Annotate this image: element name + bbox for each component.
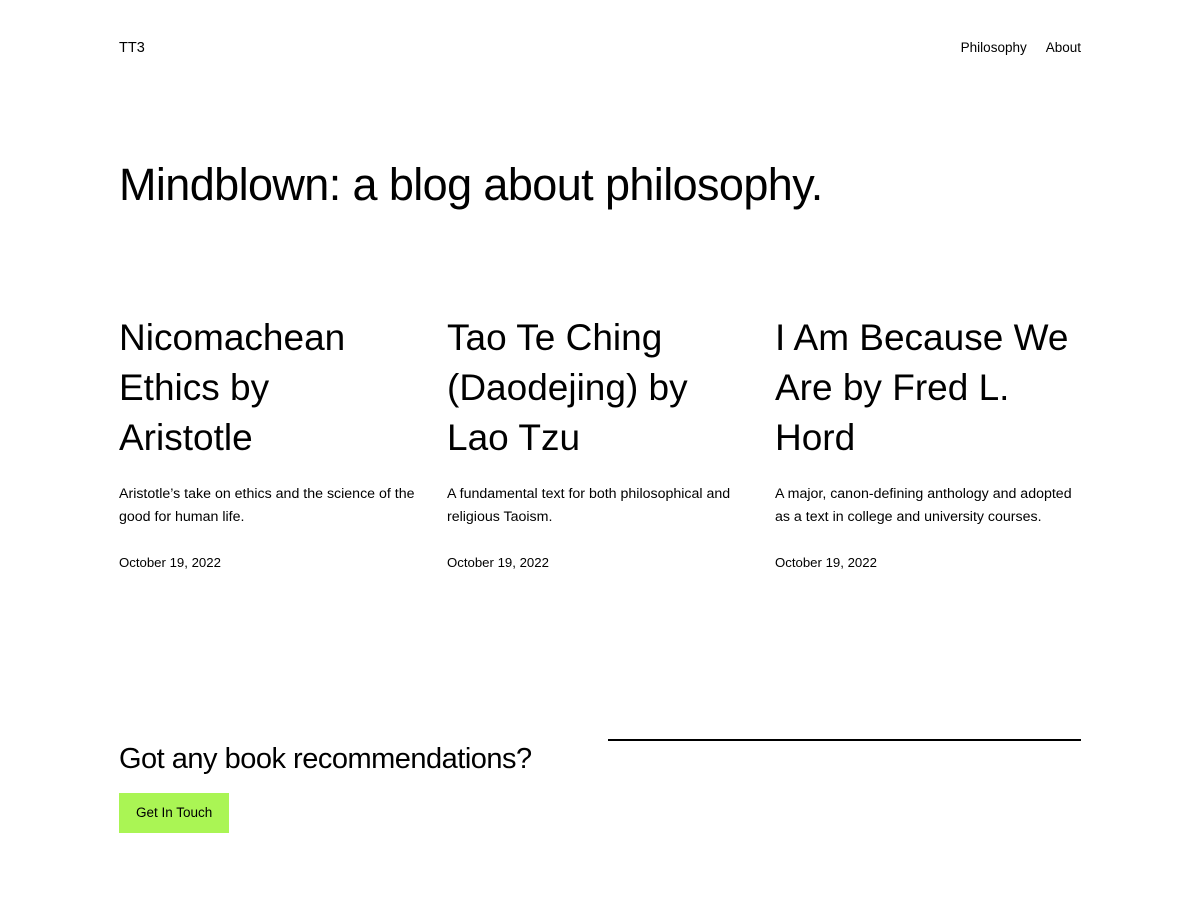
page-title: Mindblown: a blog about philosophy. xyxy=(119,159,823,210)
cta-heading: Got any book recommendations? xyxy=(119,742,532,775)
post-excerpt: A major, canon-defining anthology and adopted as a text in college and university courses. xyxy=(775,485,1072,525)
site-title-link[interactable]: TT3 xyxy=(119,40,145,56)
post-title-link[interactable]: Tao Te Ching (Daodejing) by Lao Tzu xyxy=(447,316,688,458)
post-excerpt: A fundamental text for both philosophical and religious Taoism. xyxy=(447,485,731,525)
separator-line xyxy=(608,739,1081,741)
primary-nav xyxy=(961,40,1081,56)
post-date-link[interactable]: October 19, 2022 xyxy=(775,554,877,570)
post-title-link[interactable]: I Am Because We Are by Fred L. Hord xyxy=(775,316,1069,458)
nav-item-about[interactable]: About xyxy=(1045,40,1081,55)
post-card xyxy=(447,313,753,573)
post-card xyxy=(775,313,1081,573)
post-date-link[interactable]: October 19, 2022 xyxy=(119,554,221,570)
post-card xyxy=(119,313,425,573)
site-header xyxy=(119,40,1081,56)
get-in-touch-button[interactable]: Get In Touch xyxy=(119,793,229,833)
post-title-link[interactable]: Nicomachean Ethics by Aristotle xyxy=(119,316,346,458)
post-date-link[interactable]: October 19, 2022 xyxy=(447,554,549,570)
post-excerpt: Aristotle’s take on ethics and the science of the good for human life. xyxy=(119,485,415,525)
nav-item-philosophy[interactable]: Philosophy xyxy=(960,40,1027,55)
page xyxy=(119,0,1081,833)
posts-grid xyxy=(119,313,1081,573)
